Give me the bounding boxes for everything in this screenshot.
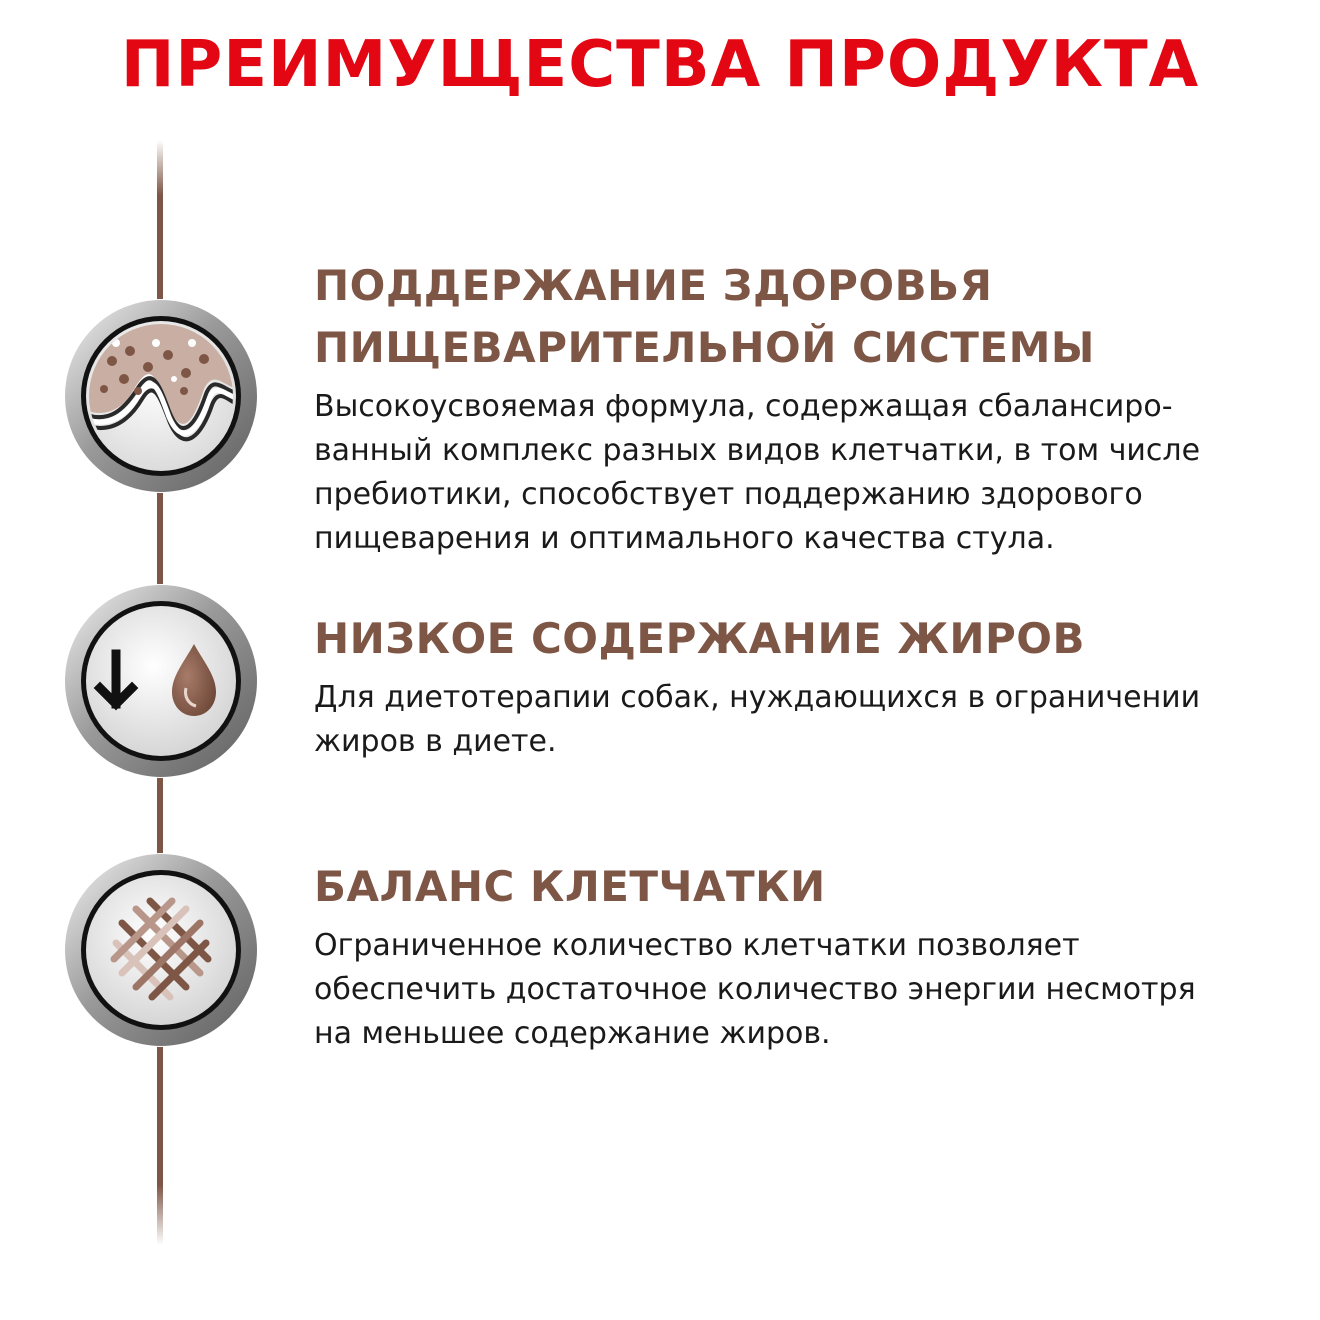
- description-line: ванный комплекс разных видов клетчатки, в том числе: [314, 433, 1201, 468]
- low-fat-icon: [64, 584, 258, 778]
- description-line: пребиотики, способствует поддержанию здорового: [314, 477, 1143, 512]
- description-line: Высокоусвояемая формула, содержащая сбалансиро-: [314, 389, 1173, 424]
- feature-title: [314, 255, 1294, 379]
- feature-digestive-health: [314, 255, 1294, 561]
- feature-title-line-1: ПОДДЕРЖАНИЕ ЗДОРОВЬЯ: [314, 261, 993, 310]
- feature-title: [314, 856, 1294, 918]
- fiber-balance-icon: [64, 853, 258, 1047]
- feature-title-line-2: ПИЩЕВАРИТЕЛЬНОЙ СИСТЕМЫ: [314, 323, 1095, 372]
- description-line: Для диетотерапии собак, нуждающихся в ограничении: [314, 680, 1201, 715]
- feature-title: [314, 608, 1294, 670]
- page-title: ПРЕИМУЩЕСТВА ПРОДУКТА: [120, 28, 1200, 102]
- feature-fiber-balance: [314, 856, 1294, 1056]
- description-line: пищеварения и оптимального качества стула.: [314, 521, 1055, 556]
- description-line: на меньшее содержание жиров.: [314, 1016, 831, 1051]
- feature-description: [314, 385, 1294, 561]
- feature-description: [314, 676, 1294, 764]
- feature-description: [314, 924, 1294, 1056]
- feature-title-line-1: БАЛАНС КЛЕТЧАТКИ: [314, 862, 826, 911]
- description-line: жиров в диете.: [314, 724, 557, 759]
- description-line: Ограниченное количество клетчатки позволяет: [314, 928, 1080, 963]
- description-line: обеспечить достаточное количество энергии несмотря: [314, 972, 1196, 1007]
- feature-title-line-1: НИЗКОЕ СОДЕРЖАНИЕ ЖИРОВ: [314, 614, 1085, 663]
- feature-low-fat: [314, 608, 1294, 764]
- digestive-health-icon: [64, 299, 258, 493]
